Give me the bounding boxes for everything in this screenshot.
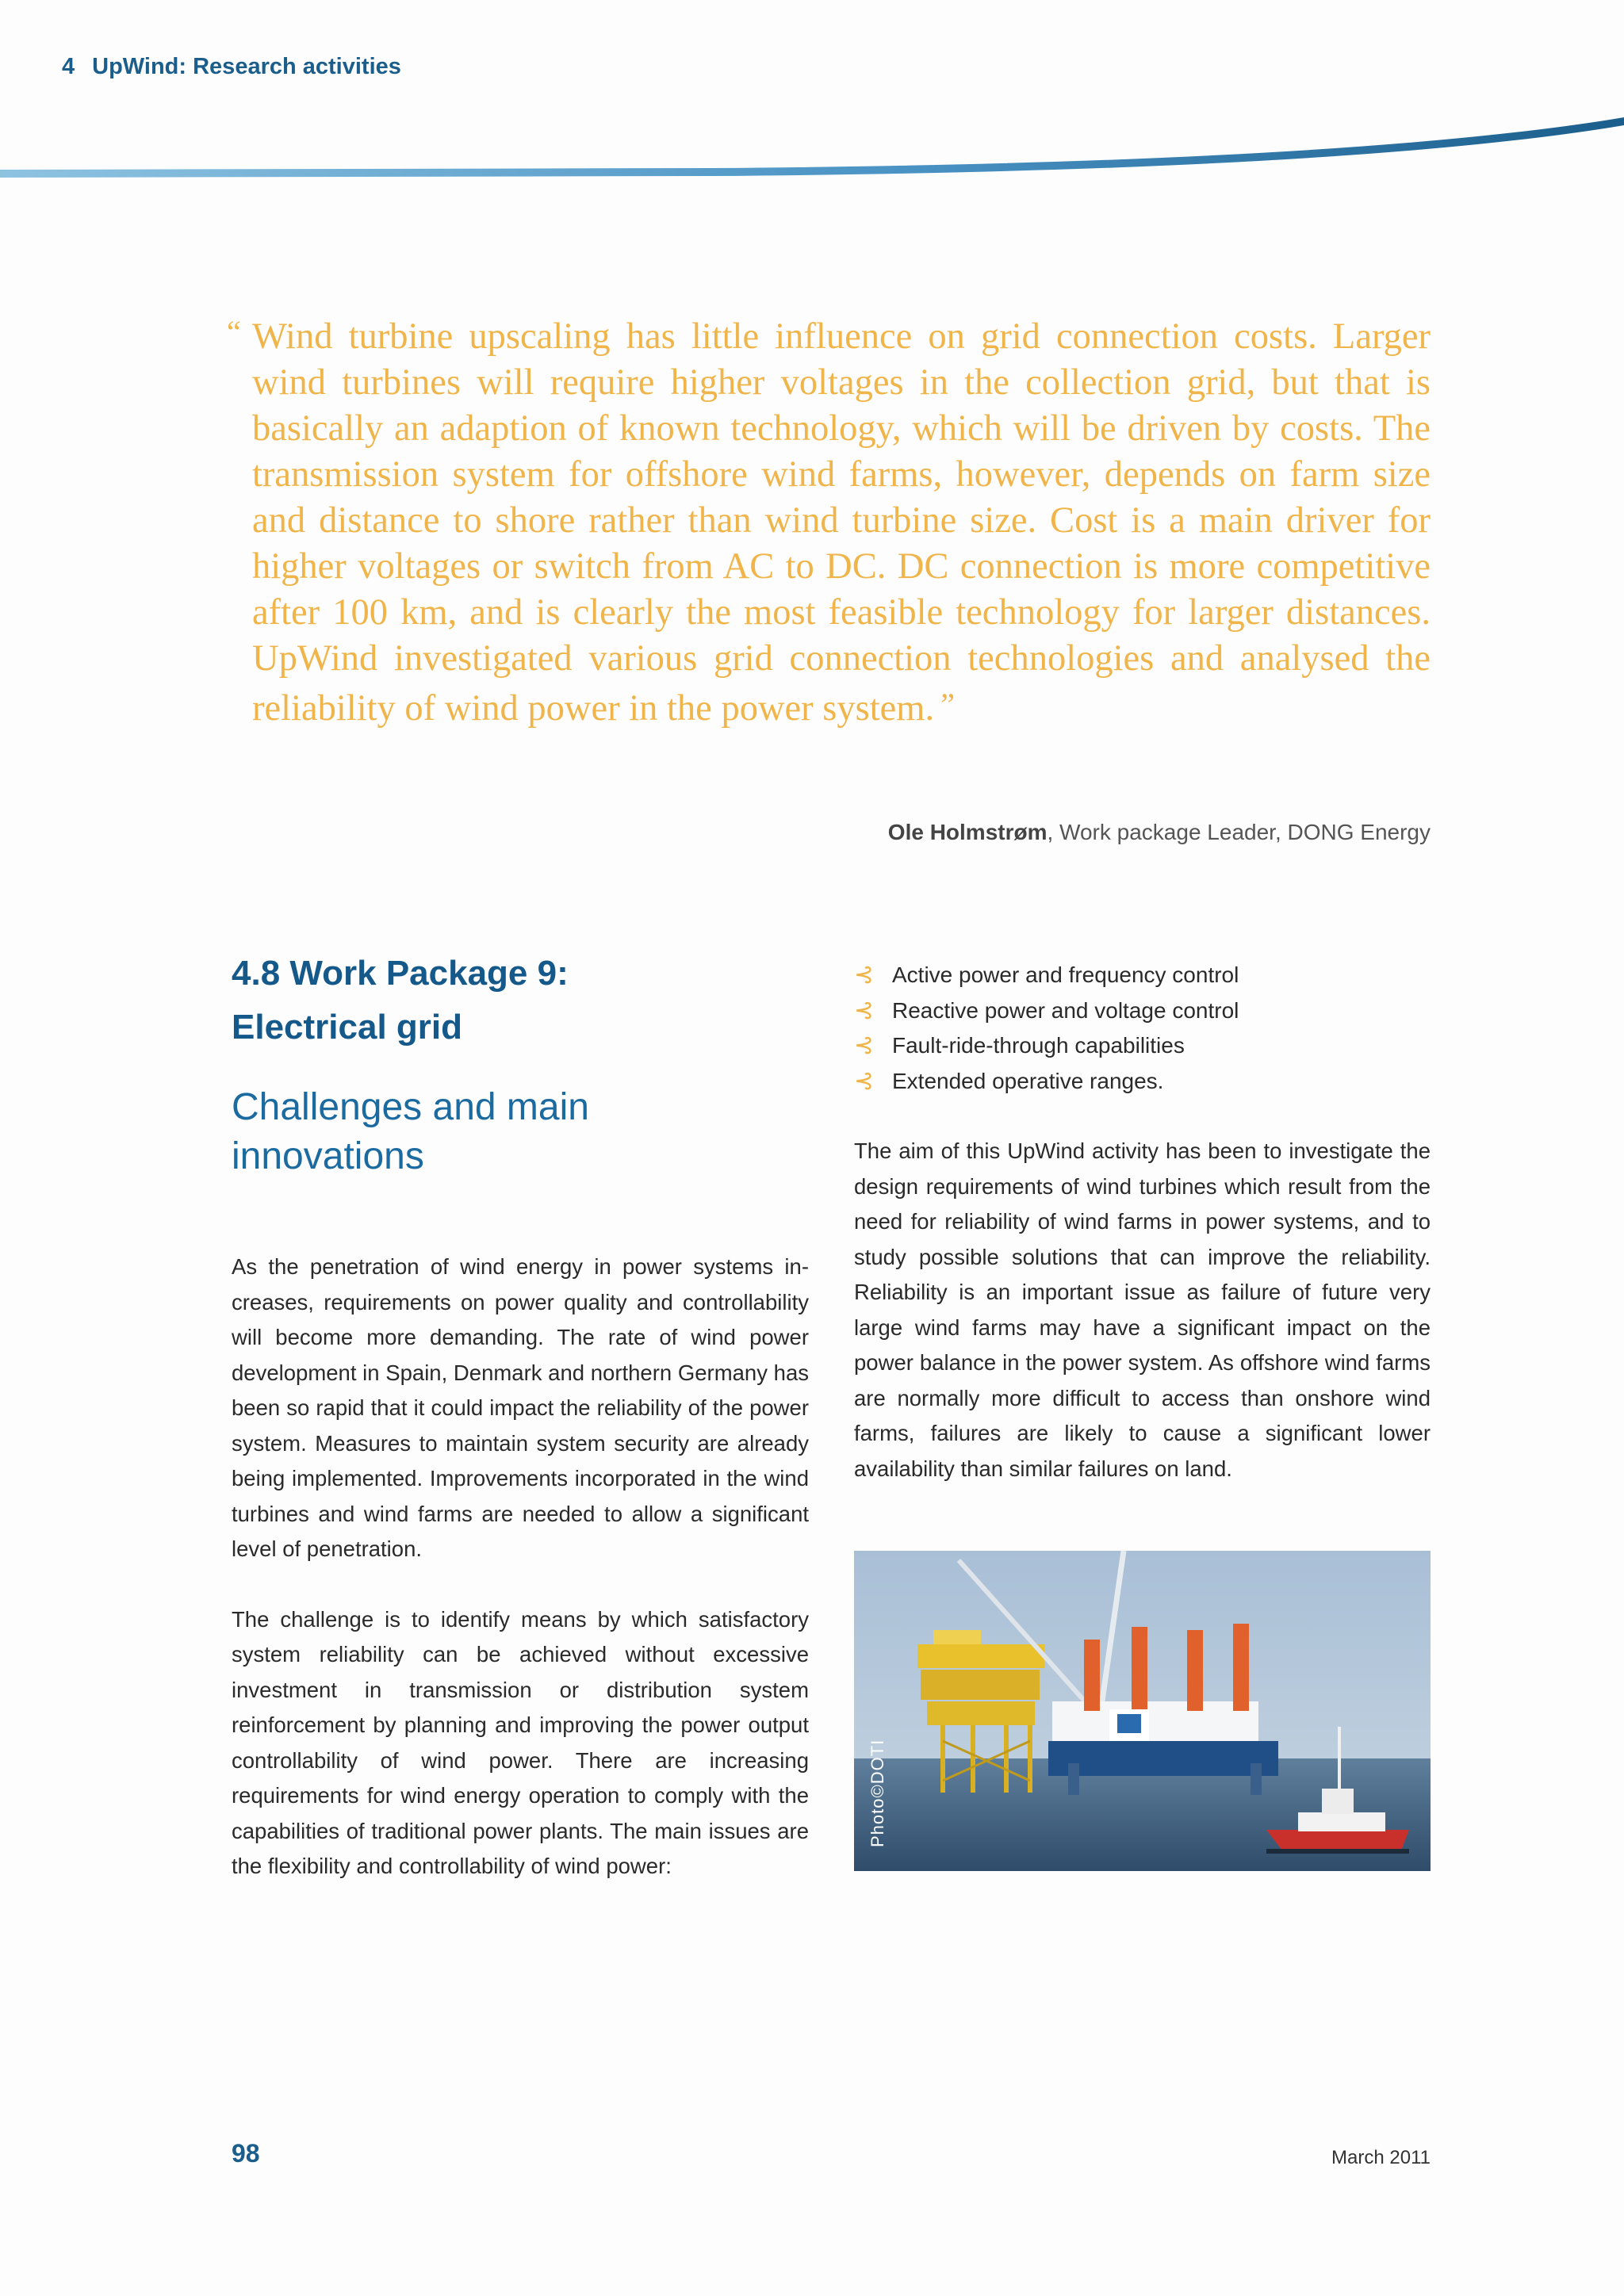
list-item: ⊰ Fault-ride-through capabilities [854,1028,1431,1064]
section-title-line2: Electrical grid [232,1008,463,1047]
list-item: ⊰ Reactive power and voltage control [854,993,1431,1029]
section-subtitle: Challenges and main innovations [232,1086,589,1177]
open-quote-mark: “ [227,314,241,350]
body-paragraph: The aim of this UpWind activity has been to investigate the design requirements of wind turbines which result from the need for reliability of wind farms in power systems, and to study possible solutions that can improve the reliability. Reliability is an important issue as failure of future very large wind farms may have a significant impact on the power balance in the power system. As offshore wind farms are normally more difficult to access than onshore wind farms, failures are likely to cause a significant lower availability than similar failures on land. [854,1138,1431,1481]
publication-date: March 2011 [1331,2147,1431,2168]
attribution-role: , Work package Leader, DONG Energy [1047,820,1431,844]
bullet-arrow-icon: ⊰ [854,996,875,1024]
running-header [62,54,401,80]
section-title [232,947,809,1054]
chapter-number: 4 [62,54,75,79]
close-quote-mark: ” [940,687,955,722]
left-column [232,947,809,1885]
offshore-platform-photo [854,1551,1431,1871]
page-number: 98 [232,2139,260,2168]
pull-quote [227,314,1431,732]
quote-text: Wind turbine upscaling has little influence on grid connection costs. Larger wind turbines will require higher voltages in the collection grid, but that is basically an adaption of known technology, which will be driven by costs. The transmission system for offshore wind farms, however, depends on farm size and distance to shore rather than wind turbine size. Cost is a main driver for higher voltages or switch from AC to DC. DC connection is more competitive after 100 km, and is clearly the most feasible technology for larger distances. UpWind investigated various grid connection technologies and analysed the reliability of wind power in the power system. [252,316,1431,729]
bullet-arrow-icon: ⊰ [854,1031,875,1059]
bullet-list [854,958,1431,1099]
attribution-name: Ole Holmstrøm [887,820,1048,844]
section-title-line1: 4.8 Work Package 9: [232,954,569,993]
list-item: ⊰ Extended operative ranges. [854,1064,1431,1100]
photo-credit: Photo©DOTI [868,1739,887,1847]
right-column [854,958,1431,1487]
body-paragraph: The challenge is to identify means by which satisfactory system reliability can be achieved without excessive investment in transmission or distribution system reinforcement by planning and improving the power output controllability of wind power. There are increasing requirements for wind energy operation to comply with the capabilities of traditional power plants. The main issues are the flexibility and controllability of wind power: [232,1606,809,1878]
photo-illustration [854,1551,1431,1871]
list-item: ⊰ Active power and frequency control [854,958,1431,993]
chapter-title: UpWind: Research activities [92,54,401,79]
header-swoosh-decoration [0,103,1624,182]
bullet-arrow-icon: ⊰ [854,961,875,989]
bullet-arrow-icon: ⊰ [854,1066,875,1095]
quote-attribution [252,820,1431,845]
body-paragraph: As the penetration of wind energy in power systems increases, requirements on power quality and controllability will become more demanding. The rate of wind power development in Spain, Denmark and northern Germany has been so rapid that it could impact the reliability of the power system. Measures to maintain system security are already being implemented. Improvements incorporated in the wind turbines and wind farms are needed to allow a significant level of penetration. [232,1254,809,1561]
